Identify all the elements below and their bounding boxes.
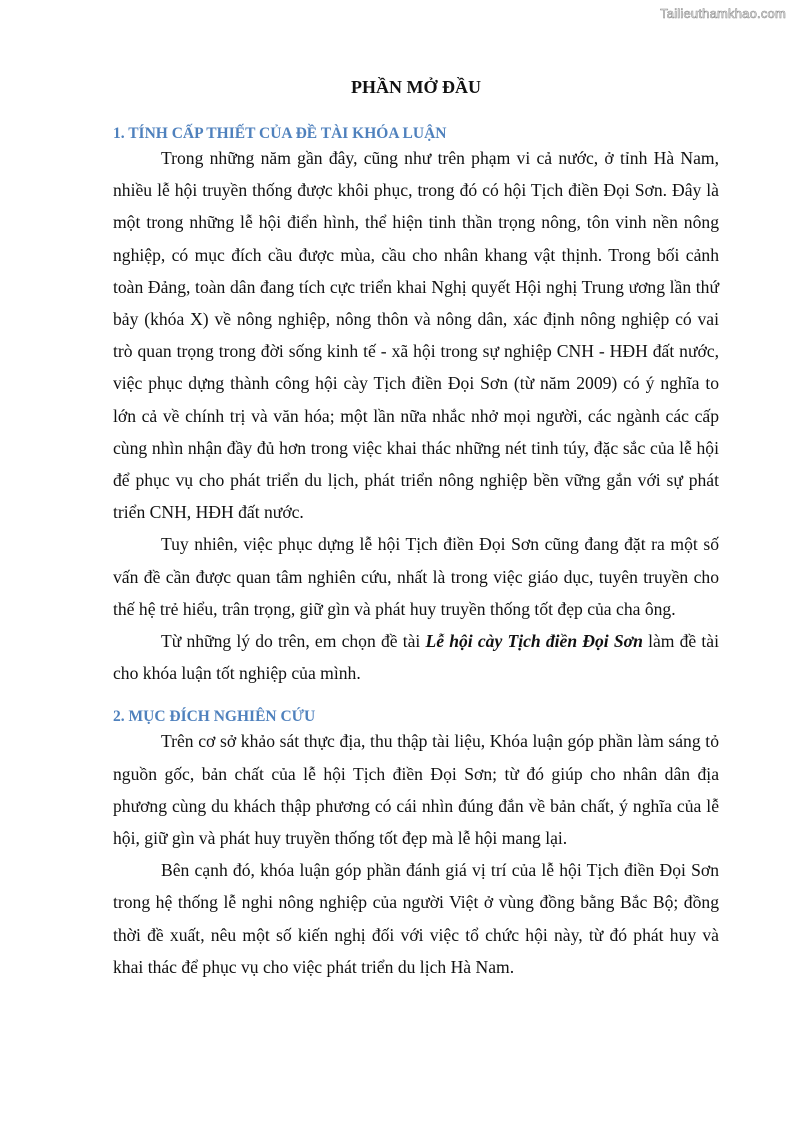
section-heading-2: 2. MỤC ĐÍCH NGHIÊN CỨU: [113, 708, 316, 726]
paragraph: Bên cạnh đó, khóa luận góp phần đánh giá vị trí của lễ hội Tịch điền Đọi Sơn trong hệ thống lễ nghi nông nghiệp của người Việt ở vùng đồng bằng Bắc Bộ; đồng thời đề xuất, nêu một số kiến nghị đối với việc tổ chức hội này, từ đó phát huy và khai thác để phục vụ cho việc phát triển du lịch Hà Nam.: [113, 860, 719, 977]
paragraph: Tuy nhiên, việc phục dựng lễ hội Tịch điền Đọi Sơn cũng đang đặt ra một số vấn đề cần được quan tâm nghiên cứu, nhất là trong việc giáo dục, tuyên truyền cho thế hệ trẻ hiểu, trân trọng, giữ gìn và phát huy truyền thống tốt đẹp của cha ông.: [113, 534, 719, 619]
paragraph-thesis-topic: [113, 625, 719, 689]
text-run: Từ những lý do trên, em chọn đề tài: [161, 631, 426, 652]
paragraph: Trên cơ sở khảo sát thực địa, thu thập tài liệu, Khóa luận góp phần làm sáng tỏ nguồn gốc, bản chất của lễ hội Tịch điền Đọi Sơn; từ đó giúp cho nhân dân địa phương cùng du khách thập phương có cái nhìn đúng đắn về bản chất, ý nghĩa của lễ hội, giữ gìn và phát huy truyền thống tốt đẹp mà lễ hội mang lại.: [113, 731, 719, 849]
paragraph: Trong những năm gần đây, cũng như trên phạm vi cả nước, ở tỉnh Hà Nam, nhiều lễ hội truyền thống được khôi phục, trong đó có hội Tịch điền Đọi Sơn. Đây là một trong những lễ hội điển hình, thể hiện tinh thần trọng nông, tôn vinh nền nông nghiệp, có mục đích cầu được mùa, cầu cho nhân khang vật thịnh. Trong bối cảnh toàn Đảng, toàn dân đang tích cực triển khai Nghị quyết Hội nghị Trung ương lần thứ bảy (khóa X) về nông nghiệp, nông thôn và nông dân, xác định nông nghiệp có vai trò quan trọng trong đời sống kinh tế - xã hội trong sự nghiệp CNH - HĐH đất nước, việc phục dựng thành công hội cày Tịch điền Đọi Sơn (từ năm 2009) có ý nghĩa to lớn cả về chính trị và văn hóa; một lần nữa nhắc nhở mọi người, các ngành các cấp cùng nhìn nhận đầy đủ hơn trong việc khai thác những nét tinh túy, đặc sắc của lễ hội để phục vụ cho phát triển du lịch, phát triển nông nghiệp bền vững gắn với sự phát triển CNH, HĐH đất nước.: [113, 148, 719, 523]
text-run: làm đề tài cho khóa luận tốt nghiệp của mình.: [113, 631, 719, 684]
section-heading-1: 1. TÍNH CẤP THIẾT CỦA ĐỀ TÀI KHÓA LUẬN: [113, 125, 447, 142]
thesis-title-emphasis: Lễ hội cày Tịch điền Đọi Sơn: [425, 631, 643, 652]
document-body: [113, 74, 719, 983]
page-title: PHẦN MỞ ĐẦU: [351, 77, 481, 97]
watermark: Tailieuthamkhao.com: [660, 6, 786, 21]
